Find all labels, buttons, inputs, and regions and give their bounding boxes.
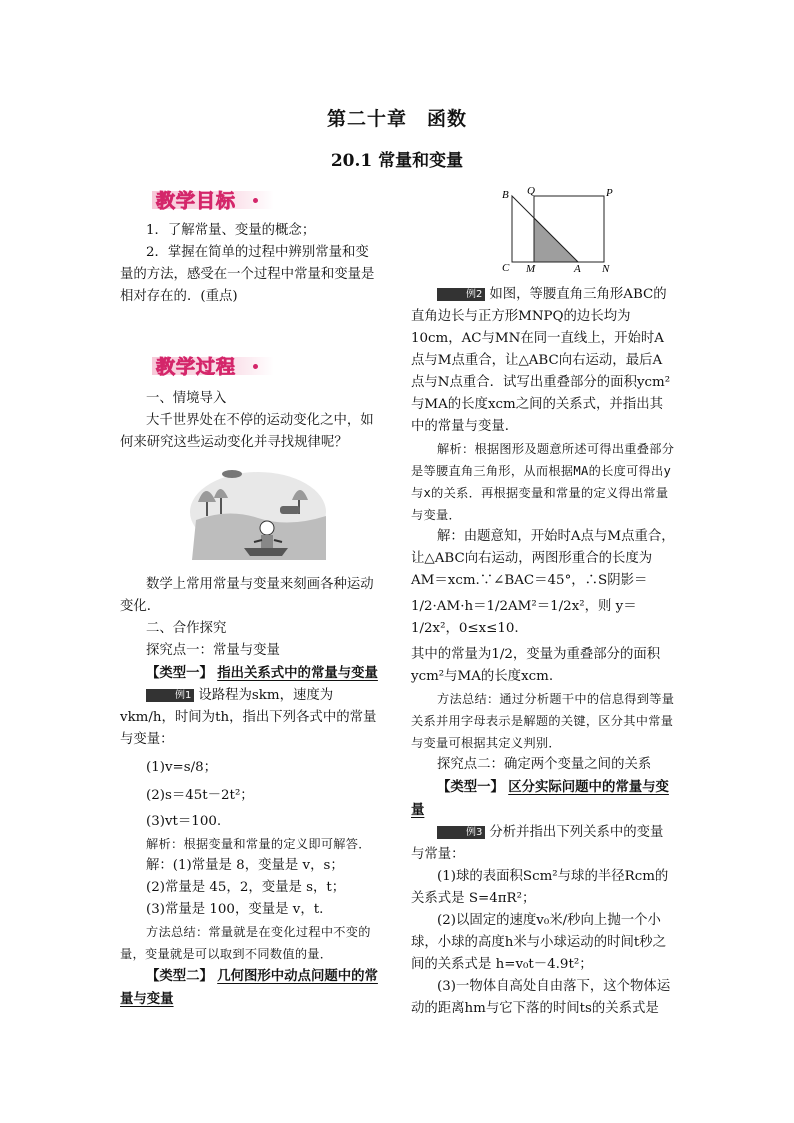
math-paragraph: 数学上常用常量与变量来刻画各种运动变化． [120, 577, 374, 614]
kid-boat-illustration [188, 462, 330, 560]
example3-text: 分析并指出下列关系中的变量与常量： [411, 825, 664, 862]
right-type1-label: 【类型一】 [437, 779, 504, 795]
left-column-top [120, 388, 382, 454]
question-3: (3)一物体自高处自由落下，这个物体运动的距离hm与它下落的时间ts的关系式是 [411, 979, 671, 1016]
type2-label: 【类型二】 [146, 968, 213, 984]
summary-2: 方法总结：通过分析题干中的信息得到等量关系并用字母表示是解题的关键，区分其中常量与变量可根据其定义判别． [411, 692, 675, 750]
label-M: M [526, 263, 536, 275]
summary-1: 方法总结：常量就是在变化过程中不变的量，变量就是可以取到不同数值的量． [120, 925, 371, 961]
type2-heading [120, 965, 382, 1011]
formula-3: (3)vt＝100. [146, 814, 222, 829]
example1 [120, 685, 382, 751]
goals-banner [152, 186, 274, 212]
right-column [411, 284, 675, 1020]
label-N: N [602, 263, 610, 275]
question-1: (1)球的表面积Scm²与球的半径Rcm的关系式是 S=4πR²； [411, 869, 669, 906]
heading-point2: 探究点二：确定两个变量之间的关系 [437, 757, 652, 772]
section-title: 20.1 常量和变量 [330, 151, 464, 171]
analysis-1: 解析：根据变量和常量的定义即可解答． [146, 837, 371, 851]
chapter-title: 第二十章 函数 [326, 108, 467, 130]
heading-point1: 探究点一：常量与变量 [146, 643, 280, 658]
type1-label: 【类型一】 [146, 665, 213, 681]
intro-paragraph: 大千世界处在不停的运动变化之中，如何来研究这些运动变化并寻找规律呢？ [120, 413, 374, 450]
goal-item-1: 1．了解常量、变量的概念； [146, 223, 316, 238]
question-2: (2)以固定的速度v₀米/秒向上抛一个小球，小球的高度h米与小球运动的时间t秒之间的关系式是 h=v₀t－4.9t²； [411, 913, 667, 972]
formula-2: (2)s＝45t－2t²； [146, 788, 254, 803]
label-Q: Q [527, 185, 535, 197]
analysis-2: 解析：根据图形及题意所述可得出重叠部分是等腰直角三角形，从而根据MA的长度可得出y与x的关系．再根据变量和常量的定义得出常量与变量． [411, 442, 675, 522]
example3 [411, 822, 675, 866]
right-type1-title: 区分实际问题中的常量与变量 [411, 779, 669, 818]
solution-2c: 其中的常量为1/2，变量为重叠部分的面积ycm²与MA的长度xcm. [411, 647, 661, 684]
example1-tag: 例1 [146, 689, 194, 702]
right-type1-heading [411, 776, 675, 822]
label-P: P [606, 187, 613, 199]
left-column-main [120, 574, 382, 1011]
solution-2a: 解：由题意知，开始时A点与M点重合，让△ABC向右运动，两图形重合的长度为 AM＝xcm.∵∠BAC＝45°，∴S阴影＝ [411, 529, 675, 588]
goals-section [120, 220, 382, 308]
label-B: B [502, 189, 509, 201]
example2-text: 如图，等腰直角三角形ABC的直角边长与正方形MNPQ的边长均为10cm，AC与MN在同一直线上，开始时A点与M点重合，让△ABC向右运动，最后A点与N点重合．试写出重叠部分的面积ycm²与MA的长度xcm之间的关系式，并指出其中的常量与变量． [411, 287, 671, 434]
label-C: C [502, 262, 510, 274]
example2-tag: 例2 [437, 288, 485, 301]
process-banner-text: 教学过程 [156, 356, 237, 378]
process-banner [152, 352, 274, 378]
goal-item-2: 2．掌握在简单的过程中辨别常量和变量的方法，感受在一个过程中常量和变量是相对存在的．(重点) [120, 245, 375, 304]
heading-intro: 一、情境导入 [146, 391, 227, 406]
solution-1: 解：(1)常量是 8，变量是 v，s； [146, 858, 344, 873]
example3-tag: 例3 [437, 826, 485, 839]
type1-heading [120, 662, 382, 685]
example2 [411, 284, 675, 438]
type1-title: 指出关系式中的常量与变量 [217, 665, 378, 681]
solution-3: (3)常量是 100，变量是 v，t. [146, 902, 324, 917]
type2-title: 几何图形中动点问题中的常量与变量 [120, 968, 378, 1007]
geometry-figure [496, 184, 618, 276]
heading-explore: 二、合作探究 [146, 621, 227, 636]
solution-2b: 1/2·AM·h＝1/2AM²＝1/2x²，则 y＝1/2x²，0≤x≤10. [411, 599, 637, 636]
example1-text: 设路程为skm，速度为vkm/h，时间为th，指出下列各式中的常量与变量： [120, 688, 377, 747]
formula-1: (1)v=s/8； [146, 760, 218, 775]
goals-banner-text: 教学目标 [156, 190, 237, 212]
solution-2: (2)常量是 45，2，变量是 s，t； [146, 880, 346, 895]
label-A: A [574, 263, 581, 275]
